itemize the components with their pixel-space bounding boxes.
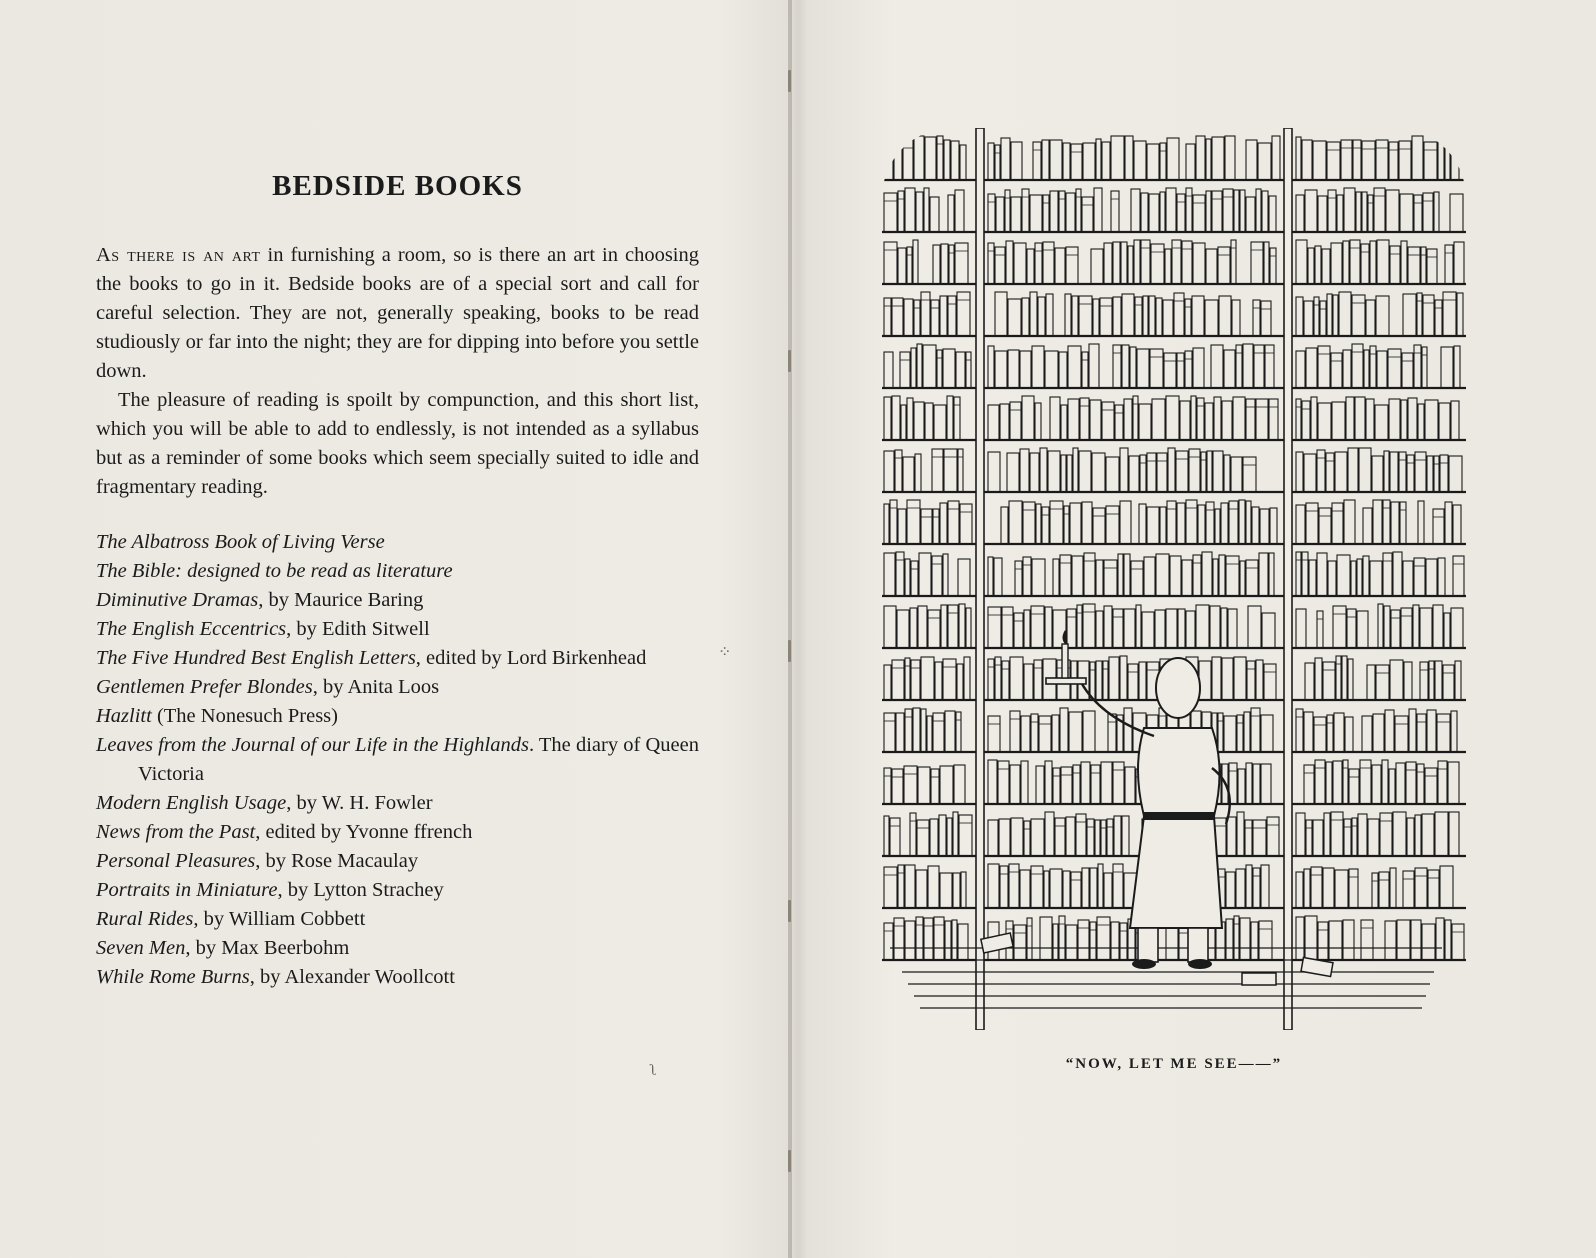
paper-speck: ⁘ xyxy=(718,644,732,661)
book-list-item xyxy=(96,876,699,905)
book-title: The Five Hundred Best English Letters xyxy=(96,647,416,669)
book-list-item xyxy=(96,905,699,934)
book-title: Personal Pleasures xyxy=(96,850,256,872)
binding-stitch xyxy=(788,350,791,372)
book-title: Gentlemen Prefer Blondes xyxy=(96,676,313,698)
book-gutter xyxy=(788,0,792,1258)
left-page xyxy=(96,170,699,992)
book-title: Seven Men xyxy=(96,937,186,959)
book-title: The English Eccentrics xyxy=(96,618,287,640)
book-list-item xyxy=(96,789,699,818)
book-list-item xyxy=(96,963,699,992)
book-list-item xyxy=(96,586,699,615)
book-list-item xyxy=(96,673,699,702)
book-title: Modern English Usage xyxy=(96,792,287,814)
binding-stitch xyxy=(788,1150,791,1172)
book-list-item xyxy=(96,818,699,847)
book-author: , edited by Lord Birkenhead xyxy=(415,647,647,669)
book-list-item xyxy=(96,528,699,557)
illustration-caption: “NOW, LET ME SEE——” xyxy=(1065,1056,1283,1072)
intro-paragraph-2: The pleasure of reading is spoilt by compunction, and this short list, which you will be able to add to endlessly, is not intended as a syllabus but as a reminder of some books which seem specially suited to idle and fragmentary reading. xyxy=(96,389,699,498)
bookshelf-illustration-icon xyxy=(882,128,1466,1030)
intro-lead-in: As there is an art xyxy=(96,244,261,266)
paper-speck: ʅ xyxy=(650,1062,657,1079)
book-title: Leaves from the Journal of our Life in the Highlands xyxy=(96,734,529,756)
book-title: While Rome Burns xyxy=(96,966,250,988)
book-author: , edited by Yvonne ffrench xyxy=(255,821,473,843)
book-author: , by Max Beerbohm xyxy=(185,937,350,959)
book-title: The Albatross Book of Living Verse xyxy=(96,531,385,553)
book-author: . The diary of Queen Victoria xyxy=(138,734,699,785)
book-list-item xyxy=(96,644,699,673)
binding-stitch xyxy=(788,70,791,92)
book-title: News from the Past xyxy=(96,821,256,843)
page-title: BEDSIDE BOOKS xyxy=(272,170,523,202)
book-list-item xyxy=(96,702,699,731)
book-author: , by Alexander Woollcott xyxy=(249,966,455,988)
book-list-item xyxy=(96,557,699,586)
book-title: Portraits in Miniature xyxy=(96,879,278,901)
book-title: Rural Rides xyxy=(96,908,194,930)
book-author: , by W. H. Fowler xyxy=(286,792,433,814)
intro-paragraph-1-text: in furnishing a room, so is there an art in choosing the books to go in it. Bedside books are of a special sort and call for careful selection. They are not, generally speaking, books to be read studiously or far into the night; they are for dipping into before you settle down. xyxy=(96,244,699,382)
book-title: Hazlitt xyxy=(96,705,152,727)
binding-stitch xyxy=(788,640,791,662)
book-author: , by William Cobbett xyxy=(193,908,366,930)
book-author: , by Edith Sitwell xyxy=(286,618,430,640)
book-author: , by Rose Macaulay xyxy=(255,850,419,872)
book-title: Diminutive Dramas xyxy=(96,589,259,611)
binding-stitch xyxy=(788,900,791,922)
book-author: , by Lytton Strachey xyxy=(277,879,444,901)
intro-paragraph-1 xyxy=(96,241,699,386)
book-list-item xyxy=(96,615,699,644)
book-list-item xyxy=(96,847,699,876)
book-list-item xyxy=(96,934,699,963)
book-title: The Bible: designed to be read as literature xyxy=(96,560,453,582)
book-author: , by Anita Loos xyxy=(312,676,440,698)
book-author: , by Maurice Baring xyxy=(258,589,424,611)
book-author: (The Nonesuch Press) xyxy=(151,705,338,727)
book-list xyxy=(96,528,699,992)
book-list-item xyxy=(96,731,699,789)
